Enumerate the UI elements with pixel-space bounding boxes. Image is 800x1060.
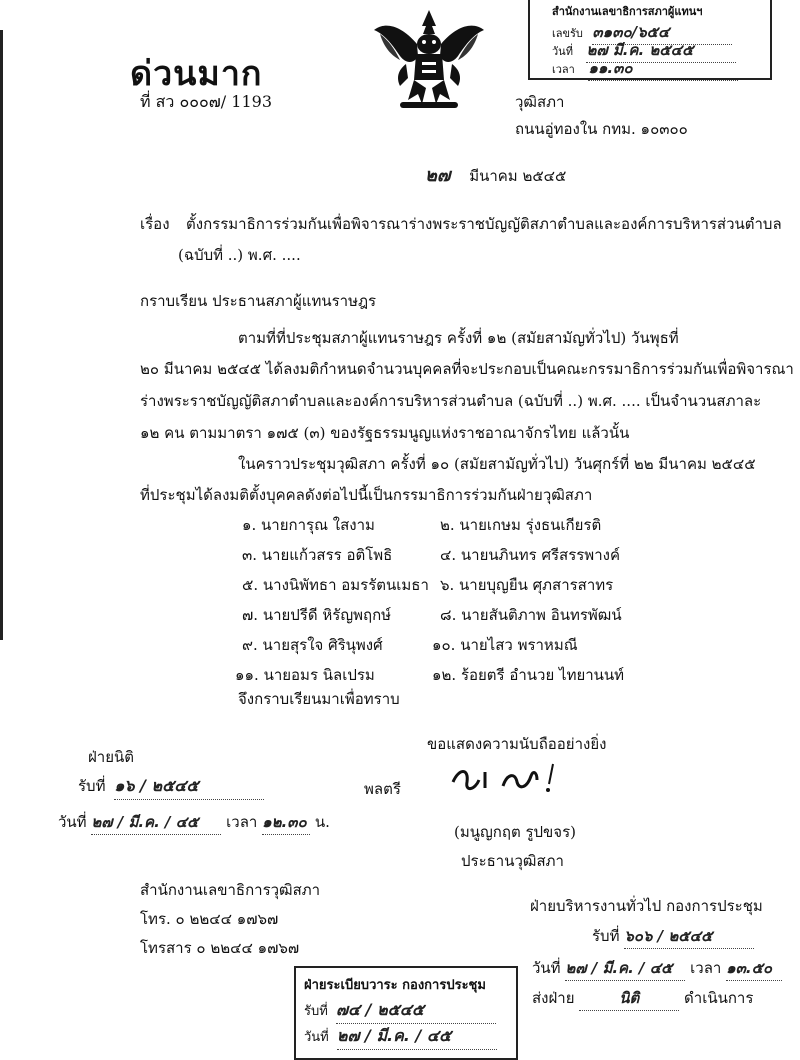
- registry-date-label: วันที่: [304, 1030, 329, 1045]
- member-item: ๓. นายแก้วสรร อติโพธิ: [242, 546, 393, 564]
- footer-tel: โทร. ๐ ๒๒๔๔ ๑๗๖๗: [140, 910, 279, 928]
- member-item: ๖. นายบุญยืน ศุภสารสาทร: [440, 576, 614, 594]
- member-item: ๙. นายสุรใจ ศิรินุพงศ์: [242, 636, 383, 654]
- member-item: ๒. นายเกษม รุ่งธนเกียรติ: [440, 516, 602, 534]
- admin-time-value: ๑๓.๕๐: [726, 956, 782, 981]
- stamp-time-value: ๑๑.๓๐: [588, 56, 738, 81]
- body-p1-line-3: ร่างพระราชบัญญัติสภาตำบลและองค์การบริหารส่วนตำบล (ฉบับที่ ..) พ.ศ. .... เป็นจำนวนสภาละ: [140, 392, 762, 410]
- signer-name: (มนูญกฤต รูปขจร): [454, 823, 576, 841]
- legal-receive-value: ๑๖ / ๒๕๔๕: [114, 774, 264, 800]
- subject-line-2: (ฉบับที่ ..) พ.ศ. ....: [178, 246, 301, 264]
- reference-number: ที่ สว ๐๐๐๗/ 1193: [140, 92, 272, 111]
- stamp-receive-value: ๓๑๓๐/๖๕๔: [592, 20, 732, 45]
- member-item: ๑๑. นายอมร นิลเปรม: [235, 666, 375, 684]
- body-p1-line-2: ๒๐ มีนาคม ๒๕๔๕ ได้ลงมติกำหนดจำนวนบุคคลที่จะประกอบเป็นคณะกรรมาธิการร่วมกันเพื่อพิจารณา: [140, 360, 794, 378]
- legal-receive-row: [78, 774, 264, 800]
- closing-inform: จึงกราบเรียนมาเพื่อทราบ: [238, 690, 400, 708]
- garuda-emblem-icon: [370, 4, 488, 114]
- member-item: ๕. นางนิพัทธา อมรรัตนเมธา: [242, 576, 429, 594]
- letter-date: [425, 160, 566, 189]
- footer-office: สำนักงานเลขาธิการวุฒิสภา: [140, 881, 321, 899]
- legal-dept-label: ฝ่ายนิติ: [88, 748, 134, 766]
- legal-time-value: ๑๒.๓๐: [262, 810, 310, 835]
- admin-date-value: ๒๗ / มี.ค. / ๔๕: [565, 956, 685, 981]
- admin-time-label: เวลา: [690, 959, 722, 977]
- member-item: ๔. นายนภินทร ศรีสรรพางค์: [440, 546, 620, 564]
- subject-label: เรื่อง: [140, 215, 170, 233]
- member-item: ๘. นายสันติภาพ อินทรพัฒน์: [440, 606, 622, 624]
- signature-icon: [445, 758, 575, 798]
- stamp-date-label: วันที่: [552, 45, 573, 58]
- registry-date-row: [304, 1024, 497, 1050]
- sender-address: ถนนอู่ทองใน กทม. ๑๐๓๐๐: [515, 120, 688, 138]
- salutation: กราบเรียน ประธานสภาผู้แทนราษฎร: [140, 292, 377, 310]
- receiving-stamp: [528, 0, 772, 80]
- admin-receive-value: ๖๐๖ / ๒๕๔๕: [624, 924, 754, 949]
- registry-title: ฝ่ายระเบียบวาระ กองการประชุม: [304, 978, 486, 993]
- legal-time-label: เวลา: [226, 813, 258, 831]
- registry-receive-label: รับที่: [304, 1004, 328, 1019]
- legal-date-row: [58, 810, 330, 835]
- letter-date-day: ๒๗: [425, 165, 451, 186]
- admin-date-row: [532, 956, 782, 981]
- registry-receive-row: [304, 998, 496, 1024]
- member-item: ๗. นายปรีดี หิรัญพฤกษ์: [242, 606, 392, 624]
- signer-rank: พลตรี: [364, 780, 401, 798]
- legal-receive-label: รับที่: [78, 777, 106, 795]
- admin-dept-label: ฝ่ายบริหารงานทั่วไป กองการประชุม: [530, 897, 763, 915]
- registry-date-value: ๒๗ / มี.ค. / ๔๕: [337, 1024, 497, 1050]
- body-p1-line-1: ตามที่ที่ประชุมสภาผู้แทนราษฎร ครั้งที่ ๑๒ (สมัยสามัญทั่วไป) วันพุธที่: [238, 329, 679, 347]
- body-p2-line-1: ในคราวประชุมวุฒิสภา ครั้งที่ ๑๐ (สมัยสามัญทั่วไป) วันศุกร์ที่ ๒๒ มีนาคม ๒๕๔๕: [238, 455, 756, 473]
- stamp-office: สำนักงานเลขาธิการสภาผู้แทนฯ: [552, 5, 703, 18]
- stamp-time-label: เวลา: [552, 63, 575, 76]
- body-p2-line-2: ที่ประชุมได้ลงมติตั้งบุคคลดังต่อไปนี้เป็นกรรมาธิการร่วมกันฝ่ายวุฒิสภา: [140, 486, 593, 504]
- admin-receive-row: [592, 924, 754, 949]
- admin-send-row: [532, 986, 753, 1011]
- admin-action-label: ดำเนินการ: [684, 989, 754, 1007]
- sender-org: วุฒิสภา: [515, 93, 565, 111]
- legal-date-value: ๒๗ / มี.ค. / ๔๕: [91, 810, 221, 835]
- scan-edge-bar: [0, 30, 3, 640]
- member-item: ๑๐. นายไสว พราหมณี: [432, 636, 578, 654]
- stamp-time-row: [552, 56, 738, 81]
- legal-date-label: วันที่: [58, 813, 87, 831]
- admin-send-label: ส่งฝ่าย: [532, 989, 575, 1007]
- closing-respect: ขอแสดงความนับถืออย่างยิ่ง: [427, 735, 607, 753]
- admin-date-label: วันที่: [532, 959, 561, 977]
- body-p1-line-4: ๑๒ คน ตามมาตรา ๑๗๕ (๓) ของรัฐธรรมนูญแห่งราชอาณาจักรไทย แล้วนั้น: [140, 424, 630, 442]
- stamp-date-value: ๒๗ มี.ค. ๒๕๔๕: [586, 38, 736, 63]
- stamp-receive-label: เลขรับ: [552, 27, 583, 40]
- member-item: ๑๒. ร้อยตรี อำนวย ไทยานนท์: [432, 666, 625, 684]
- legal-time-suffix: น.: [314, 813, 330, 831]
- admin-receive-label: รับที่: [592, 927, 620, 945]
- member-item: ๑. นายการุณ ใสงาม: [242, 516, 375, 534]
- registry-stamp: [294, 966, 518, 1060]
- subject-line-1: ตั้งกรรมาธิการร่วมกันเพื่อพิจารณาร่างพระราชบัญญัติสภาตำบลและองค์การบริหารส่วนตำบล: [186, 215, 782, 233]
- footer-fax: โทรสาร ๐ ๒๒๔๔ ๑๗๖๗: [140, 939, 300, 957]
- signer-position: ประธานวุฒิสภา: [461, 852, 564, 870]
- admin-send-value: นิติ: [579, 986, 679, 1011]
- letter-date-rest: มีนาคม ๒๕๔๕: [469, 167, 567, 185]
- urgency-label: ด่วนมาก: [130, 54, 263, 94]
- registry-receive-value: ๗๔ / ๒๕๔๕: [336, 998, 496, 1024]
